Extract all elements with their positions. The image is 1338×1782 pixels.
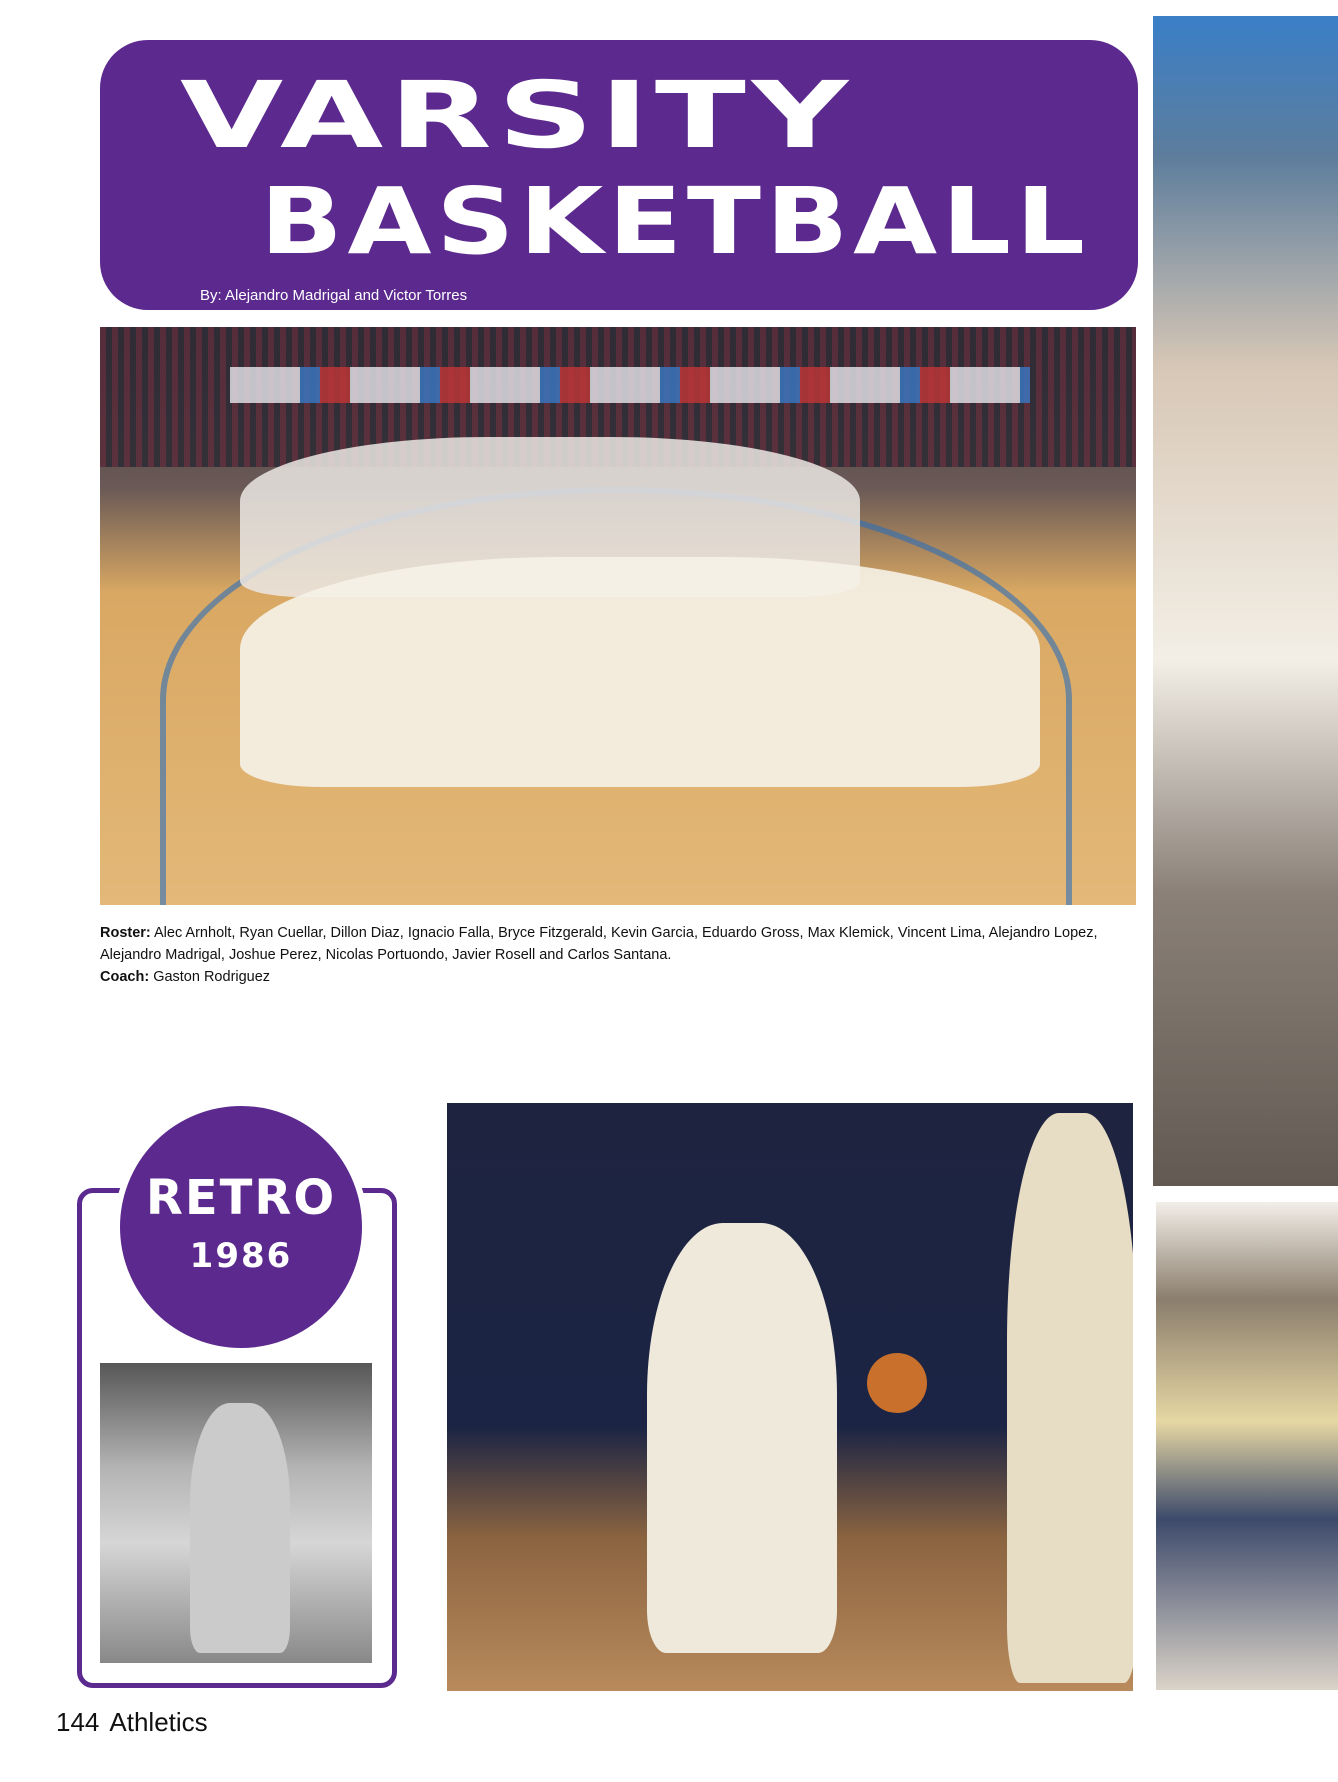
coach-label: Coach: <box>100 969 150 985</box>
players-group <box>240 557 1040 787</box>
player-dribbling-photo <box>447 1103 1133 1691</box>
retro-player <box>190 1403 290 1653</box>
coach-text: Gaston Rodriguez <box>153 969 271 985</box>
title-line-1: VARSITY <box>180 62 855 169</box>
title-banner <box>100 40 1138 310</box>
second-player <box>1007 1113 1133 1683</box>
arena-signs <box>230 367 1030 403</box>
basketball <box>867 1353 927 1413</box>
page-number: 144 <box>56 1707 100 1737</box>
title-line-2: BASKETBALL <box>260 168 1090 275</box>
players-celebrating-photo <box>1153 16 1338 1186</box>
gym-banners-photo <box>1156 1202 1338 1690</box>
roster-caption <box>100 922 1110 988</box>
dribbling-player <box>647 1223 837 1653</box>
roster-label: Roster: <box>100 925 151 941</box>
retro-badge <box>114 1100 368 1354</box>
retro-1986-photo <box>100 1363 372 1663</box>
team-championship-photo <box>100 327 1136 905</box>
retro-word: RETRO <box>145 1170 337 1226</box>
page-footer <box>56 1707 218 1738</box>
roster-text: Alec Arnholt, Ryan Cuellar, Dillon Diaz, Ignacio Falla, Bryce Fitzgerald, Kevin Garcia, Eduardo Gross, Max Klemick, Vincent Lima, Alejandro Lopez, Alejandro Madrigal, Joshue Perez, Nicolas Portuondo, Javier Rosell and Carlos Santana. <box>100 925 1098 963</box>
retro-year: 1986 <box>189 1236 293 1276</box>
section-name: Athletics <box>109 1707 208 1737</box>
byline: By: Alejandro Madrigal and Victor Torres <box>200 287 468 304</box>
